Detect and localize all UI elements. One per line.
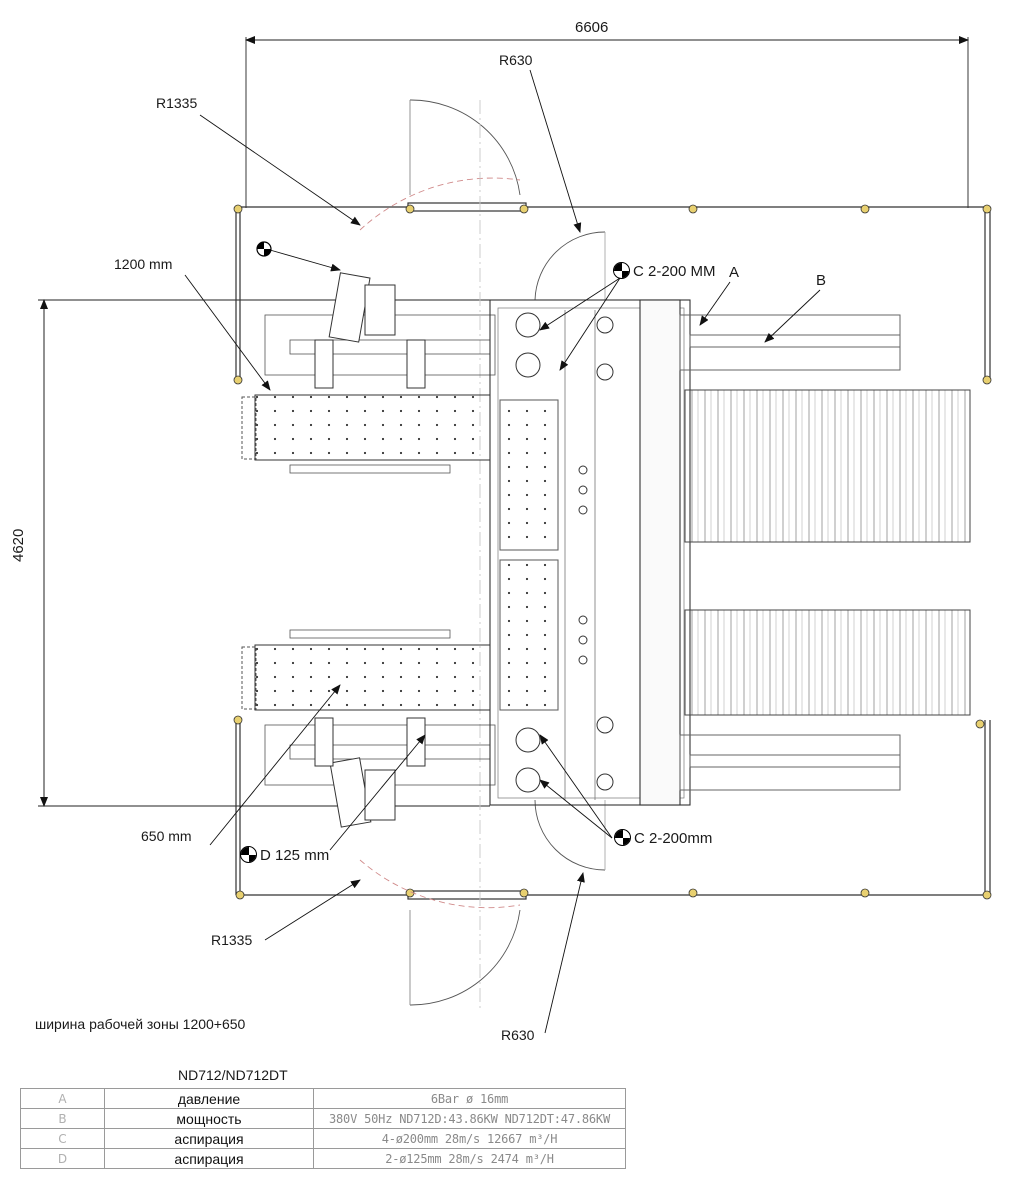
spec-key: A [21,1089,105,1109]
spindles [516,313,613,792]
d-marker-icon [240,846,257,863]
work-tables [242,395,490,710]
left-heads [315,273,425,827]
spec-value: 6Bar ø 16mm [314,1089,626,1109]
spec-param: давление [105,1089,314,1109]
swing-arcs [360,100,605,1010]
table-row [21,1089,626,1109]
table-row [21,1149,626,1169]
spec-table [20,1088,626,1169]
spec-key: D [21,1149,105,1169]
left-rails [265,315,495,785]
radius-r1335-top: R1335 [156,95,198,111]
width-1200-label: 1200 mm [114,256,173,272]
callout-d-text: D 125 mm [260,847,330,864]
model-title: ND712/ND712DT [178,1067,288,1083]
width-650-label: 650 mm [141,828,192,844]
spec-param: аспирация [105,1149,314,1169]
marker-symbols [257,242,271,256]
spec-value: 380V 50Hz ND712D:43.86KW ND712DT:47.86KW [314,1109,626,1129]
c-marker-icon [613,262,630,279]
dimension-width [246,37,968,208]
machine-body [490,300,690,805]
radius-r630-bottom: R630 [501,1027,535,1043]
spec-param: мощность [105,1109,314,1129]
callout-c-top [613,262,716,280]
marker-b-label: B [816,272,827,289]
overall-depth-label: 4620 [10,528,27,562]
radius-r630-top: R630 [499,52,533,68]
overall-width-label: 6606 [575,19,609,36]
table-row [21,1129,626,1149]
spec-key: B [21,1109,105,1129]
marker-a-label: A [729,264,740,281]
radius-r1335-bottom: R1335 [211,932,253,948]
table-row [21,1109,626,1129]
spec-key: C [21,1129,105,1149]
leader-lines [185,70,820,1033]
callout-c-bottom-text: C 2-200mm [634,830,713,847]
callout-c-top-text: C 2-200 MM [633,263,716,280]
c-marker-icon [614,829,631,846]
spec-param: аспирация [105,1129,314,1149]
work-zone-caption: ширина рабочей зоны 1200+650 [35,1016,246,1032]
callout-c-bottom [614,829,712,847]
right-conveyors [680,315,970,790]
spec-value: 4-ø200mm 28m/s 12667 m³/H [314,1129,626,1149]
spec-value: 2-ø125mm 28m/s 2474 m³/H [314,1149,626,1169]
callout-d [240,846,329,864]
